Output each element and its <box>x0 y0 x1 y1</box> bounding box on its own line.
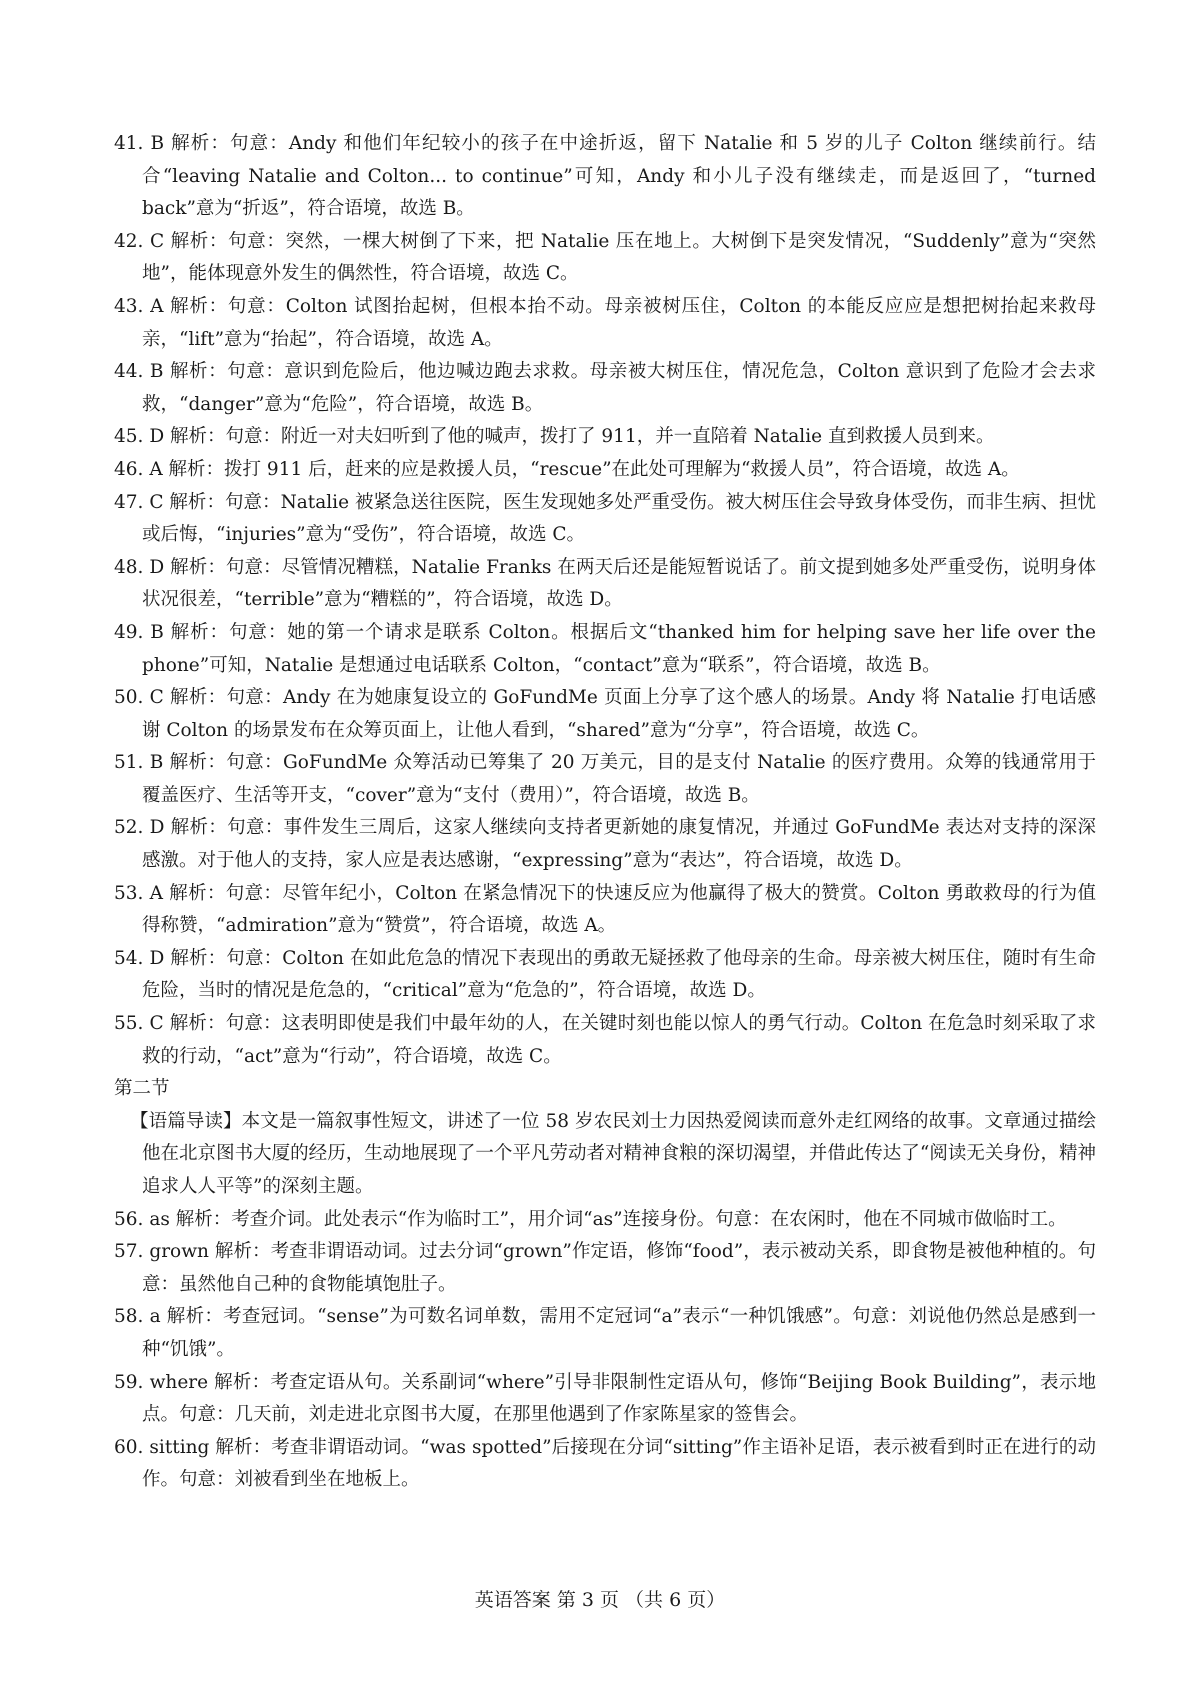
item-text: B 解析：句意：GoFundMe 众筹活动已筹集了 20 万美元，目的是支付 Natalie 的医疗费用。众筹的钱通常用于覆盖医疗、生活等开支，“cover”意为“支付（费用）”，符合语境，故选 B。 <box>142 752 1096 806</box>
item-number: 50. <box>114 687 144 709</box>
answer-item-51 <box>114 747 1096 812</box>
answer-item-45 <box>114 421 1096 454</box>
item-number: 55. <box>114 1013 144 1035</box>
item-text: C 解析：句意：Andy 在为她康复设立的 GoFundMe 页面上分享了这个感人的场景。Andy 将 Natalie 打电话感谢 Colton 的场景发布在众筹页面上，让他人看到，“shared”意为“分享”，符合语境，故选 C。 <box>142 687 1096 741</box>
item-text: D 解析：句意：事件发生三周后，这家人继续向支持者更新她的康复情况，并通过 GoFundMe 表达对支持的深深感激。对于他人的支持，家人应是表达感谢，“expressing”意为“表达”，符合语境，故选 D。 <box>142 817 1096 872</box>
answer-item-60 <box>114 1432 1096 1497</box>
item-text: A 解析：句意：Colton 试图抬起树，但根本抬不动。母亲被树压住，Colton 的本能反应应是想把树抬起来救母亲，“lift”意为“抬起”，符合语境，故选 A。 <box>142 295 1096 350</box>
answer-item-46 <box>114 454 1096 487</box>
answer-item-57 <box>114 1236 1096 1301</box>
item-text: D 解析：句意：Colton 在如此危急的情况下表现出的勇敢无疑拯救了他母亲的生命。母亲被大树压住，随时有生命危险，当时的情况是危急的，“critical”意为“危急的”，符合语境，故选 D。 <box>142 947 1097 1002</box>
item-number: 47. <box>114 491 144 513</box>
item-number: 60. <box>114 1436 144 1458</box>
answer-item-56 <box>114 1204 1096 1237</box>
answer-item-41 <box>114 128 1096 226</box>
item-text: where 解析：考查定语从句。关系副词“where”引导非限制性定语从句，修饰“Beijing Book Building”，表示地点。句意：几天前，刘走进北京图书大厦，在那里他遇到了作家陈星家的签售会。 <box>142 1371 1096 1426</box>
answer-content <box>114 128 1096 1497</box>
item-number: 52. <box>114 817 144 839</box>
item-number: 44. <box>114 361 144 383</box>
item-number: 51. <box>114 752 144 774</box>
item-text: B 解析：句意：Andy 和他们年纪较小的孩子在中途折返，留下 Natalie 和 5 岁的儿子 Colton 继续前行。结合“leaving Natalie and Colton... to continue”可知，Andy 和小儿子没有继续走，而是返回了，“turned back”意为“折返”，符合语境，故选 B。 <box>142 133 1096 220</box>
item-text: C 解析：句意：这表明即使是我们中最年幼的人，在关键时刻也能以惊人的勇气行动。Colton 在危急时刻采取了求救的行动，“act”意为“行动”，符合语境，故选 C。 <box>142 1013 1096 1067</box>
page-footer: 英语答案 第 3 页 （共 6 页） <box>474 1589 726 1611</box>
answer-item-43 <box>114 291 1096 356</box>
item-text: B 解析：句意：她的第一个请求是联系 Colton。根据后文“thanked him for helping save her life over the phone”可知，Natalie 是想通过电话联系 Colton，“contact”意为“联系”，符合语境，故选 B。 <box>142 621 1096 676</box>
answer-item-54 <box>114 943 1096 1008</box>
item-text: D 解析：句意：尽管情况糟糕，Natalie Franks 在两天后还是能短暂说话了。前文提到她多处严重受伤，说明身体状况很差，“terrible”意为“糟糕的”，符合语境，故选 D。 <box>142 556 1096 611</box>
item-text: grown 解析：考查非谓语动词。过去分词“grown”作定语，修饰“food”，表示被动关系，即食物是被他种植的。句意：虽然他自己种的食物能填饱肚子。 <box>142 1241 1096 1295</box>
item-number: 54. <box>114 947 144 969</box>
item-number: 49. <box>114 621 144 643</box>
answer-item-47 <box>114 487 1096 552</box>
item-text: A 解析：拨打 911 后，赶来的应是救援人员，“rescue”在此处可理解为“救援人员”，符合语境，故选 A。 <box>149 458 1020 480</box>
answer-item-59 <box>114 1367 1096 1432</box>
item-number: 58. <box>114 1306 144 1328</box>
item-text: a 解析：考查冠词。“sense”为可数名词单数，需用不定冠词“a”表示“一种饥饿感”。句意：刘说他仍然总是感到一种“饥饿”。 <box>142 1306 1096 1360</box>
item-number: 41. <box>114 133 144 154</box>
passage-intro: 【语篇导读】本文是一篇叙事性短文，讲述了一位 58 岁农民刘士力因热爱阅读而意外走红网络的故事。文章通过描绘他在北京图书大厦的经历，生动地展现了一个平凡劳动者对精神食粮的深切渴望，并借此传达了“阅读无关身份，精神追求人人平等”的深刻主题。 <box>130 1110 1096 1197</box>
answer-item-44 <box>114 356 1096 421</box>
item-text: C 解析：句意：突然，一棵大树倒了下来，把 Natalie 压在地上。大树倒下是突发情况，“Suddenly”意为“突然地”，能体现意外发生的偶然性，符合语境，故选 C。 <box>142 230 1096 285</box>
item-text: as 解析：考查介词。此处表示“作为临时工”，用介词“as”连接身份。句意：在农闲时，他在不同城市做临时工。 <box>149 1208 1067 1230</box>
answer-item-49 <box>114 617 1096 682</box>
item-text: C 解析：句意：Natalie 被紧急送往医院，医生发现她多处严重受伤。被大树压住会导致身体受伤，而非生病、担忧或后悔，“injuries”意为“受伤”，符合语境，故选 C。 <box>142 491 1096 546</box>
answer-item-42 <box>114 226 1096 291</box>
answer-item-50 <box>114 682 1096 747</box>
item-number: 53. <box>114 882 144 904</box>
answer-item-58 <box>114 1301 1096 1366</box>
item-text: A 解析：句意：尽管年纪小，Colton 在紧急情况下的快速反应为他赢得了极大的赞赏。Colton 勇敢救母的行为值得称赞，“admiration”意为“赞赏”，符合语境，故选 A。 <box>142 882 1096 937</box>
item-text: sitting 解析：考查非谓语动词。“was spotted”后接现在分词“sitting”作主语补足语，表示被看到时正在进行的动作。句意：刘被看到坐在地板上。 <box>142 1436 1096 1491</box>
item-number: 43. <box>114 295 144 317</box>
item-number: 59. <box>114 1371 144 1393</box>
answer-item-52 <box>114 812 1096 877</box>
answer-item-48 <box>114 552 1096 617</box>
item-number: 48. <box>114 556 144 578</box>
item-number: 42. <box>114 230 144 252</box>
item-number: 57. <box>114 1241 144 1263</box>
item-text: D 解析：句意：附近一对夫妇听到了他的喊声，拨打了 911，并一直陪着 Natalie 直到救援人员到来。 <box>149 426 995 448</box>
item-number: 46. <box>114 458 144 480</box>
answer-item-53 <box>114 878 1096 943</box>
section-title: 第二节 <box>114 1078 170 1100</box>
answer-item-55 <box>114 1008 1096 1073</box>
item-number: 56. <box>114 1208 144 1230</box>
item-text: B 解析：句意：意识到危险后，他边喊边跑去求救。母亲被大树压住，情况危急，Colton 意识到了危险才会去求救，“danger”意为“危险”，符合语境，故选 B。 <box>142 361 1096 415</box>
item-number: 45. <box>114 426 144 448</box>
